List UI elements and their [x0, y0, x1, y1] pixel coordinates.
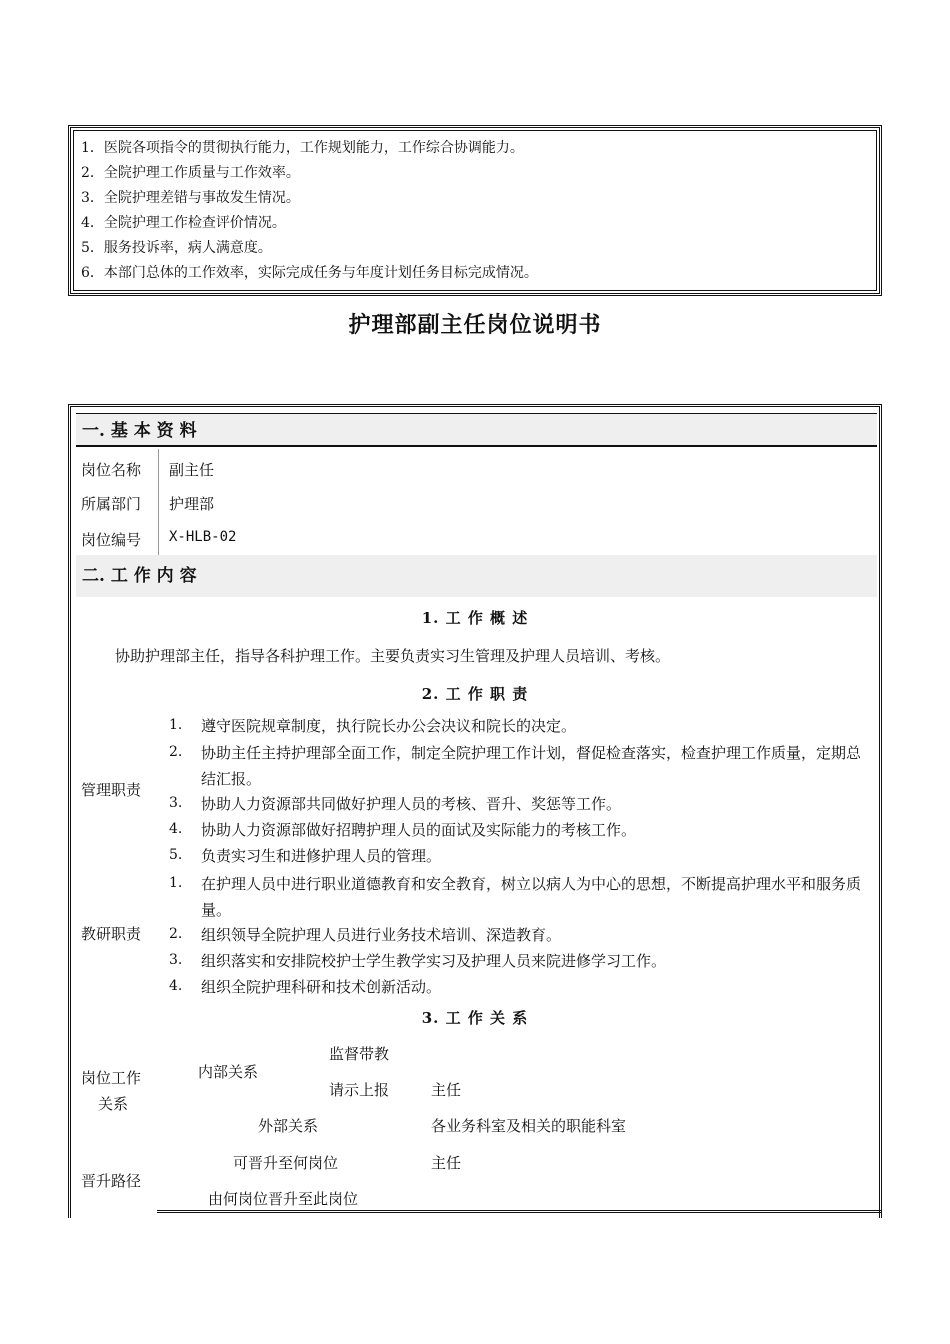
duty-text: 组织领导全院护理人员进行业务技术培训、深造教育。 — [201, 926, 562, 944]
duty-number: 5. — [169, 847, 183, 863]
duty-text: 协助人力资源部做好招聘护理人员的面试及实际能力的考核工作。 — [201, 821, 637, 839]
position-code-value: X-HLB-02 — [169, 529, 237, 545]
department-label: 所属部门 — [81, 495, 142, 513]
list-item: 2．全院护理工作质量与工作效率。 — [81, 165, 300, 181]
previous-section-box — [68, 125, 882, 296]
column-divider — [158, 449, 159, 555]
promotion-path-label: 晋升路径 — [81, 1172, 142, 1190]
relations-label-line1: 岗位工作 — [81, 1069, 142, 1087]
evaluation-list — [81, 136, 538, 286]
job-description-table — [68, 404, 882, 1218]
duty-number: 2. — [169, 926, 183, 942]
external-relations-value: 各业务科室及相关的职能科室 — [431, 1117, 627, 1135]
document-title: 护理部副主任岗位说明书 — [348, 312, 602, 338]
duty-text: 协助主任主持护理部全面工作，制定全院护理工作计划，督促检查落实，检查护理工作质量，定期总结汇报。 — [201, 744, 862, 788]
duty-number: 4. — [169, 821, 183, 837]
position-code-label: 岗位编号 — [81, 531, 142, 549]
duty-text: 遵守医院规章制度，执行院长办公会决议和院长的决定。 — [201, 717, 577, 735]
list-item: 6．本部门总体的工作效率，实际完成任务与年度计划任务目标完成情况。 — [81, 265, 538, 281]
promote-from-label: 由何岗位晋升至此岗位 — [208, 1190, 359, 1208]
supervise-label: 监督带教 — [329, 1045, 390, 1063]
duty-text: 协助人力资源部共同做好护理人员的考核、晋升、奖惩等工作。 — [201, 795, 622, 813]
department-value: 护理部 — [169, 495, 215, 513]
research-duties-label: 教研职责 — [81, 925, 142, 943]
duty-number: 3. — [169, 952, 183, 968]
duty-number: 3. — [169, 795, 183, 811]
list-item: 4．全院护理工作检查评价情况。 — [81, 215, 286, 231]
duty-text: 负责实习生和进修护理人员的管理。 — [201, 847, 442, 865]
external-relations-label: 外部关系 — [258, 1117, 319, 1135]
report-value: 主任 — [431, 1081, 462, 1099]
overview-text: 协助护理部主任，指导各科护理工作。主要负责实习生管理及护理人员培训、考核。 — [115, 647, 671, 665]
report-label: 请示上报 — [329, 1081, 390, 1099]
overview-title: 1. 工 作 概 述 — [421, 609, 529, 627]
duties-title: 2. 工 作 职 责 — [421, 685, 529, 703]
duty-number: 1. — [169, 875, 183, 891]
duty-text: 组织落实和安排院校护士学生教学实习及护理人员来院进修学习工作。 — [201, 952, 667, 970]
section-heading-basic-info: 一. 基 本 资 料 — [76, 413, 877, 447]
list-item: 5．服务投诉率，病人满意度。 — [81, 240, 272, 256]
position-name-value: 副主任 — [169, 461, 215, 479]
table-bottom-rule — [157, 1210, 882, 1213]
management-duties-label: 管理职责 — [81, 781, 142, 799]
list-item: 1．医院各项指令的贯彻执行能力，工作规划能力，工作综合协调能力。 — [81, 140, 524, 156]
duty-text: 在护理人员中进行职业道德教育和安全教育，树立以病人为中心的思想，不断提高护理水平和服务质量。 — [201, 875, 862, 919]
list-item: 3．全院护理差错与事故发生情况。 — [81, 190, 300, 206]
section-heading-work-content: 二. 工 作 内 容 — [76, 555, 877, 597]
position-name-label: 岗位名称 — [81, 461, 142, 479]
duty-number: 2. — [169, 744, 183, 760]
duty-number: 1. — [169, 717, 183, 733]
promote-to-value: 主任 — [431, 1154, 462, 1172]
duty-text: 组织全院护理科研和技术创新活动。 — [201, 978, 442, 996]
promote-to-label: 可晋升至何岗位 — [233, 1154, 339, 1172]
relations-label-line2: 关系 — [98, 1095, 129, 1113]
relations-title: 3. 工 作 关 系 — [421, 1009, 529, 1027]
internal-relations-label: 内部关系 — [198, 1063, 259, 1081]
duty-number: 4. — [169, 978, 183, 994]
